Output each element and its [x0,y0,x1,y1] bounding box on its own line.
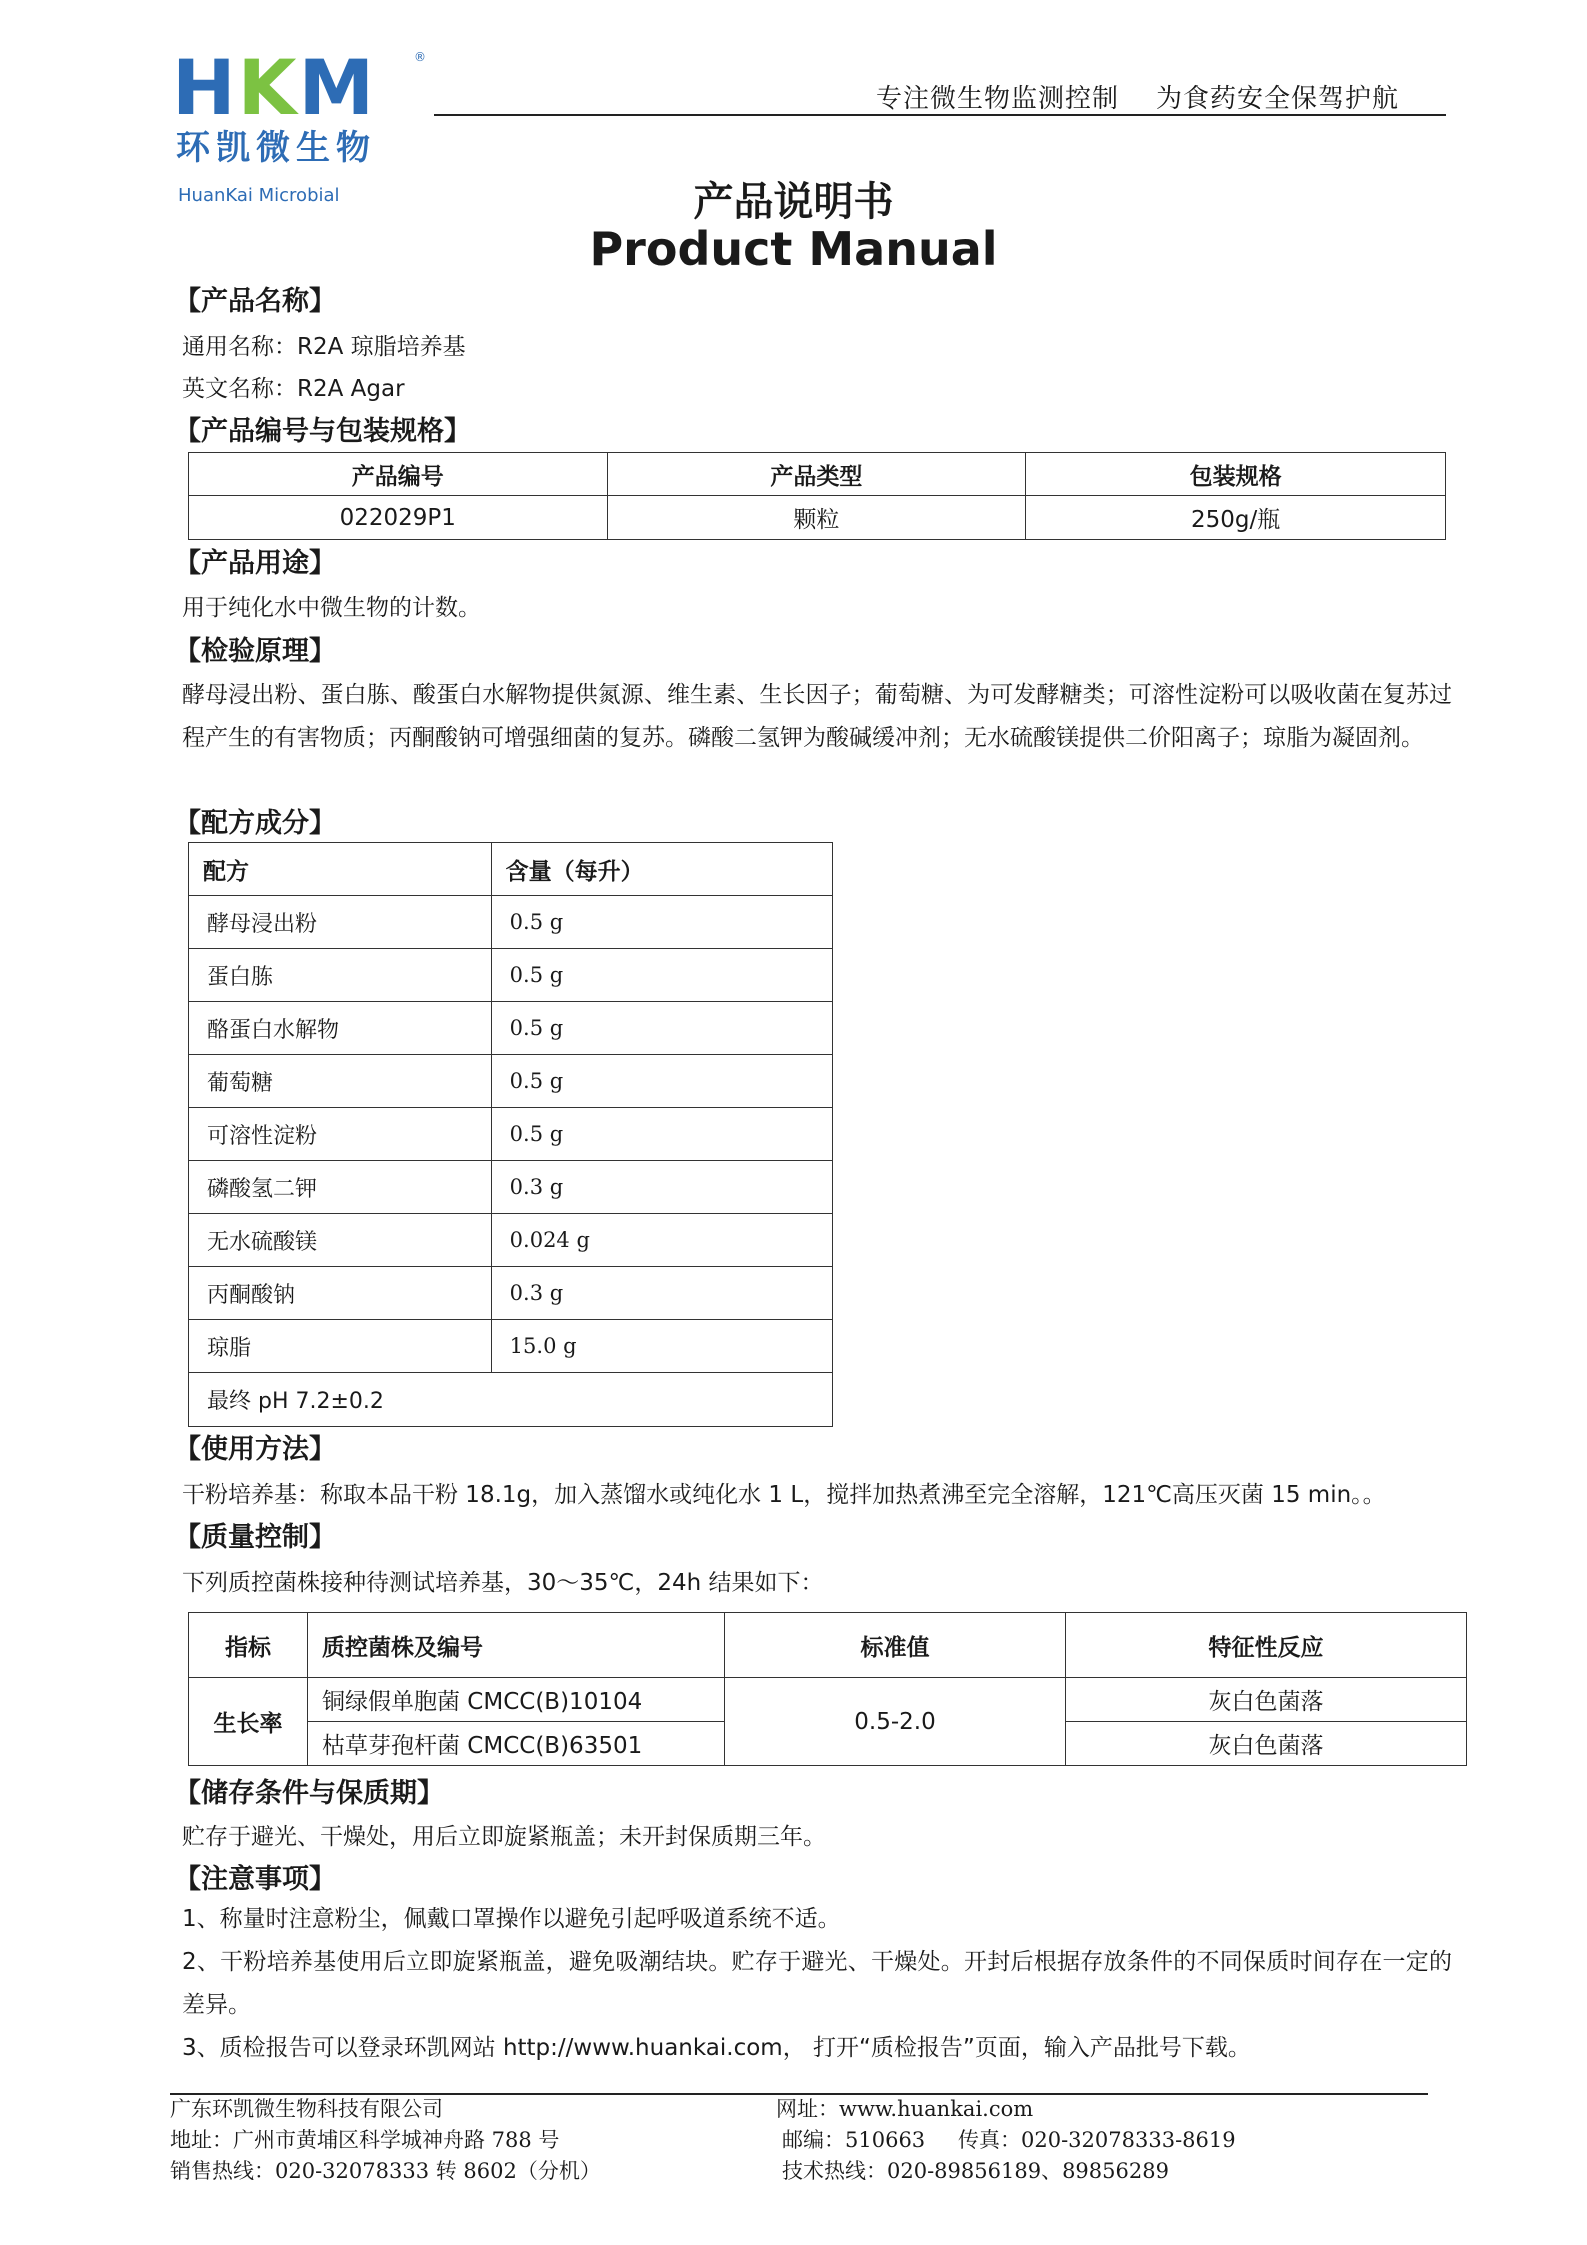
table-row [189,1002,833,1055]
ingredient: 可溶性淀粉 [189,1108,492,1161]
footer-address: 地址：广州市黄埔区科学城神舟路 788 号 [170,2128,560,2152]
amount: 15.0 g [491,1320,832,1373]
storage-text: 贮存于避光、干燥处，用后立即旋紧瓶盖；未开封保质期三年。 [182,1824,826,1850]
footer-sales-hotline: 销售热线：020-32078333 转 8602（分机） [170,2159,601,2183]
page-title-english: Product Manual [589,222,998,276]
note-item: 3、质检报告可以登录环凯网站 http://www.huankai.com， 打开“质检报告”页面，输入产品批号下载。 [182,2035,1251,2061]
header-divider [434,114,1446,116]
qc-table [188,1612,1467,1766]
table-row [189,1055,833,1108]
ingredient: 丙酮酸钠 [189,1267,492,1320]
amount: 0.5 g [491,1055,832,1108]
amount: 0.024 g [491,1214,832,1267]
table-header-cell: 特征性反应 [1066,1613,1467,1678]
footer-website: 网址：www.huankai.com [776,2097,1034,2121]
section-heading-formula: 【配方成分】 [174,808,336,839]
table-row [189,1161,833,1214]
table-row [189,1214,833,1267]
page-title-chinese: 产品说明书 [693,179,894,225]
ingredient: 磷酸氢二钾 [189,1161,492,1214]
ingredient: 葡萄糖 [189,1055,492,1108]
ingredient: 酵母浸出粉 [189,896,492,949]
qc-reaction: 灰白色菌落 [1066,1678,1467,1722]
table-header-cell: 标准值 [725,1613,1066,1678]
use-text: 用于纯化水中微生物的计数。 [182,595,481,621]
table-header-cell: 产品类型 [607,453,1026,496]
table-row [189,1373,833,1427]
footer-company: 广东环凯微生物科技有限公司 [170,2097,443,2121]
logo-english-name: HuanKai Microbial [178,185,340,206]
final-ph: 最终 pH 7.2±0.2 [189,1373,833,1427]
formula-table [188,842,833,1427]
section-heading-notes: 【注意事项】 [174,1864,336,1895]
ingredient: 酪蛋白水解物 [189,1002,492,1055]
section-heading-principle: 【检验原理】 [174,636,336,667]
footer-fax: 传真：020-32078333-8619 [958,2128,1236,2152]
table-row [189,896,833,949]
section-heading-storage: 【储存条件与保质期】 [174,1778,444,1809]
section-heading-product-name: 【产品名称】 [174,286,336,317]
logo-chinese-name: 环凯微生物 [176,128,376,168]
logo-mark: HKM [172,43,377,132]
table-header-cell: 含量（每升） [491,843,832,896]
qc-intro: 下列质控菌株接种待测试培养基，30～35℃，24h 结果如下： [182,1570,824,1596]
table-row [189,1267,833,1320]
table-row [189,1678,1467,1722]
table-row [189,1108,833,1161]
table-header-row [189,843,833,896]
product-code: 022029P1 [189,496,608,540]
registered-mark: ® [414,50,426,64]
generic-name: 通用名称：R2A 琼脂培养基 [182,334,466,360]
note-item: 2、干粉培养基使用后立即旋紧瓶盖，避免吸潮结块。贮存于避光、干燥处。开封后根据存放条件的不同保质时间存在一定的差异。 [182,1949,1452,2018]
amount: 0.3 g [491,1161,832,1214]
amount: 0.5 g [491,949,832,1002]
footer-postcode: 邮编：510663 [782,2128,926,2152]
company-logo [172,43,452,206]
qc-strain: 铜绿假单胞菌 CMCC(B)10104 [308,1678,725,1722]
amount: 0.5 g [491,896,832,949]
table-header-cell: 质控菌株及编号 [308,1613,725,1678]
method-text: 干粉培养基：称取本品干粉 18.1g，加入蒸馏水或纯化水 1 L，搅拌加热煮沸至完全溶解，121℃高压灭菌 15 min。。 [182,1482,1386,1508]
table-row [189,496,1446,540]
qc-strain: 枯草芽孢杆菌 CMCC(B)63501 [308,1722,725,1766]
note-item: 1、称量时注意粉尘，佩戴口罩操作以避免引起呼吸道系统不适。 [182,1906,841,1932]
table-row [189,1320,833,1373]
package-size: 250g/瓶 [1026,496,1446,540]
table-header-row [189,1613,1467,1678]
english-name: 英文名称：R2A Agar [182,376,405,402]
table-row [189,949,833,1002]
principle-text: 酵母浸出粉、蛋白胨、酸蛋白水解物提供氮源、维生素、生长因子；葡萄糖、为可发酵糖类；可溶性淀粉可以吸收菌在复苏过程产生的有害物质；丙酮酸钠可增强细菌的复苏。磷酸二氢钾为酸碱缓冲剂；无水硫酸镁提供二价阳离子；琼脂为凝固剂。 [182,682,1452,751]
table-header-cell: 产品编号 [189,453,608,496]
table-header-cell: 配方 [189,843,492,896]
footer-tech-hotline: 技术热线：020-89856189、89856289 [782,2159,1169,2183]
product-type: 颗粒 [607,496,1026,540]
section-heading-qc: 【质量控制】 [174,1522,336,1553]
ingredient: 琼脂 [189,1320,492,1373]
amount: 0.5 g [491,1002,832,1055]
table-header-cell: 指标 [189,1613,308,1678]
section-heading-method: 【使用方法】 [174,1434,336,1465]
table-header-row [189,453,1446,496]
ingredient: 无水硫酸镁 [189,1214,492,1267]
section-heading-use: 【产品用途】 [174,548,336,579]
qc-reaction: 灰白色菌落 [1066,1722,1467,1766]
amount: 0.3 g [491,1267,832,1320]
package-table [188,452,1446,540]
qc-indicator: 生长率 [189,1678,308,1766]
qc-standard-value: 0.5-2.0 [725,1678,1066,1766]
section-heading-package: 【产品编号与包装规格】 [174,416,471,447]
slogan: 专注微生物监测控制 为食药安全保驾护航 [876,84,1400,114]
amount: 0.5 g [491,1108,832,1161]
ingredient: 蛋白胨 [189,949,492,1002]
table-header-cell: 包装规格 [1026,453,1446,496]
